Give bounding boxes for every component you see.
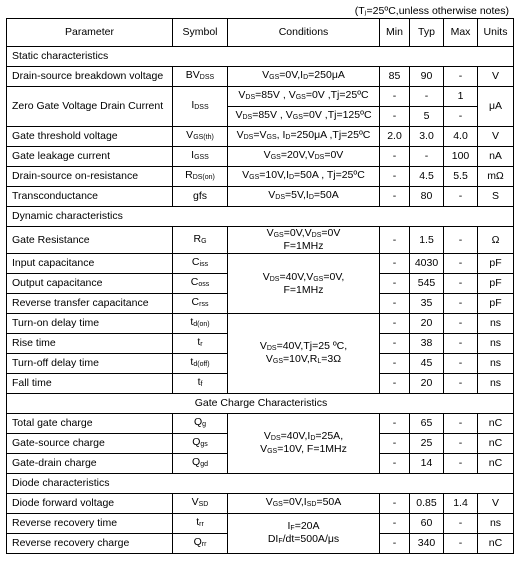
unit-cell: nC (478, 454, 514, 474)
typ-cell: 4030 (410, 254, 444, 274)
max-cell: 5.5 (444, 167, 478, 187)
condition-cell: $V_{DS}=85V$ , $V_{GS}=0V$ ,Tj=125ºC (228, 107, 380, 127)
param-cell: Input capacitance (7, 254, 173, 274)
param-cell: Turn-on delay time (7, 314, 173, 334)
max-cell: - (444, 227, 478, 254)
min-cell: - (380, 374, 410, 394)
param-cell: Reverse recovery charge (7, 534, 173, 554)
symbol-cell: $t_f$ (173, 374, 228, 394)
table-row (7, 414, 514, 434)
header-max: Max (444, 19, 478, 47)
condition-cell (228, 514, 380, 554)
condition-cell: $V_{DS}=V_{GS}$, $I_D=250\mu A$ ,Tj=25ºC (228, 127, 380, 147)
min-cell: - (380, 227, 410, 254)
min-cell: - (380, 314, 410, 334)
param-cell: Drain-source breakdown voltage (7, 67, 173, 87)
unit-cell: ns (478, 354, 514, 374)
condition-cell: $V_{GS}=0V,I_D=250\mu A$ (228, 67, 380, 87)
typ-cell: 90 (410, 67, 444, 87)
section-gate-charge: Gate Charge Characteristics (7, 394, 514, 414)
table-row (7, 147, 514, 167)
min-cell: - (380, 294, 410, 314)
max-cell: - (444, 314, 478, 334)
typ-cell: 5 (410, 107, 444, 127)
param-cell: Gate threshold voltage (7, 127, 173, 147)
max-cell: 4.0 (444, 127, 478, 147)
min-cell: - (380, 514, 410, 534)
typ-cell: 14 (410, 454, 444, 474)
section-static: Static characteristics (7, 47, 514, 67)
min-cell: - (380, 434, 410, 454)
table-row (7, 314, 514, 334)
typ-cell: 38 (410, 334, 444, 354)
min-cell: - (380, 494, 410, 514)
condition-cell (228, 414, 380, 474)
typ-cell: 20 (410, 374, 444, 394)
unit-cell: nC (478, 414, 514, 434)
min-cell: 85 (380, 67, 410, 87)
min-cell: - (380, 274, 410, 294)
typ-cell: 65 (410, 414, 444, 434)
condition-line: $V_{DS}=40V,V_{GS}=0V$, (262, 270, 345, 283)
symbol-cell: $C_{iss}$ (173, 254, 228, 274)
symbol-cell: $t_{d(off)}$ (173, 354, 228, 374)
table-row (7, 87, 514, 107)
unit-cell: S (478, 187, 514, 207)
min-cell: - (380, 334, 410, 354)
header-typ: Typ (410, 19, 444, 47)
condition-line: $V_{GS}=0V,V_{DS}=0V$ (266, 227, 341, 239)
table-row (7, 227, 514, 254)
max-cell: - (444, 454, 478, 474)
header-min: Min (380, 19, 410, 47)
max-cell: 100 (444, 147, 478, 167)
typ-cell: 1.5 (410, 227, 444, 254)
param-cell: Turn-off delay time (7, 354, 173, 374)
typ-cell: 35 (410, 294, 444, 314)
condition-line: $I_F=20A$ (287, 519, 320, 532)
max-cell: - (444, 334, 478, 354)
symbol-cell: $t_r$ (173, 334, 228, 354)
typ-cell: 3.0 (410, 127, 444, 147)
condition-cell: $V_{GS}=10V,I_D=50A$ , Tj=25ºC (228, 167, 380, 187)
table-row (7, 127, 514, 147)
unit-cell: pF (478, 274, 514, 294)
max-cell: - (444, 254, 478, 274)
condition-cell (228, 314, 380, 394)
unit-cell: pF (478, 254, 514, 274)
symbol-cell: $R_{DS(on)}$ (173, 167, 228, 187)
min-cell: - (380, 414, 410, 434)
symbol-cell: $t_{d(on)}$ (173, 314, 228, 334)
symbol-cell: $Q_g$ (173, 414, 228, 434)
max-cell: - (444, 187, 478, 207)
max-cell: - (444, 374, 478, 394)
header-units: Units (478, 19, 514, 47)
table-row (7, 67, 514, 87)
typ-cell: 20 (410, 314, 444, 334)
symbol-cell: $I_{DSS}$ (173, 87, 228, 127)
condition-cell: $V_{GS}=20V,V_{DS}=0V$ (228, 147, 380, 167)
typ-cell: 80 (410, 187, 444, 207)
symbol-cell: $Q_{gd}$ (173, 454, 228, 474)
max-cell: - (444, 434, 478, 454)
min-cell: - (380, 147, 410, 167)
unit-cell: ns (478, 514, 514, 534)
param-cell: Drain-source on-resistance (7, 167, 173, 187)
condition-cell: $V_{DS}=5V,I_D=50A$ (228, 187, 380, 207)
condition-line: F=1MHz (283, 283, 324, 296)
condition-cell (228, 254, 380, 314)
section-row (7, 394, 514, 414)
param-cell: Rise time (7, 334, 173, 354)
typ-cell: 340 (410, 534, 444, 554)
symbol-cell: $Q_{rr}$ (173, 534, 228, 554)
characteristics-table-wrapper (6, 18, 513, 554)
max-cell: - (444, 67, 478, 87)
param-cell: Diode forward voltage (7, 494, 173, 514)
symbol-cell: $V_{GS(th)}$ (173, 127, 228, 147)
condition-cell: $V_{DS}=85V$ , $V_{GS}=0V$ ,Tj=25ºC (228, 87, 380, 107)
table-row (7, 187, 514, 207)
param-cell: Transconductance (7, 187, 173, 207)
min-cell: - (380, 454, 410, 474)
unit-cell: ns (478, 334, 514, 354)
symbol-cell: $I_{GSS}$ (173, 147, 228, 167)
electrical-characteristics-table (6, 18, 514, 554)
symbol-cell: $C_{oss}$ (173, 274, 228, 294)
max-cell: - (444, 107, 478, 127)
min-cell: - (380, 534, 410, 554)
unit-cell: V (478, 494, 514, 514)
unit-cell: V (478, 127, 514, 147)
max-cell: - (444, 514, 478, 534)
header-symbol: Symbol (173, 19, 228, 47)
max-cell: - (444, 274, 478, 294)
symbol-cell: $BV_{DSS}$ (173, 67, 228, 87)
section-row (7, 207, 514, 227)
param-cell: Gate leakage current (7, 147, 173, 167)
typ-cell: 60 (410, 514, 444, 534)
max-cell: 1.4 (444, 494, 478, 514)
param-cell: Fall time (7, 374, 173, 394)
param-cell: Gate-drain charge (7, 454, 173, 474)
table-row (7, 167, 514, 187)
condition-line: $V_{GS}=10V$, F=1MHz (260, 442, 347, 455)
header-conditions: Conditions (228, 19, 380, 47)
param-cell: Gate Resistance (7, 227, 173, 254)
unit-cell: Ω (478, 227, 514, 254)
section-row (7, 47, 514, 67)
conditions-note: (Tⱼ=25ºC,unless otherwise notes) (354, 5, 509, 17)
param-cell: Zero Gate Voltage Drain Current (7, 87, 173, 127)
symbol-cell: $t_{rr}$ (173, 514, 228, 534)
symbol-cell: $R_G$ (173, 227, 228, 254)
typ-cell: - (410, 147, 444, 167)
typ-cell: 45 (410, 354, 444, 374)
section-dynamic: Dynamic characteristics (7, 207, 514, 227)
min-cell: - (380, 254, 410, 274)
unit-cell: nA (478, 147, 514, 167)
condition-line: $DI_F/dt=500A/\mu s$ (267, 532, 340, 545)
max-cell: - (444, 414, 478, 434)
unit-cell: nC (478, 434, 514, 454)
typ-cell: - (410, 87, 444, 107)
table-row (7, 514, 514, 534)
unit-cell: V (478, 67, 514, 87)
param-cell: Output capacitance (7, 274, 173, 294)
unit-cell: pF (478, 294, 514, 314)
min-cell: - (380, 107, 410, 127)
min-cell: - (380, 87, 410, 107)
unit-cell: ns (478, 314, 514, 334)
table-row (7, 494, 514, 514)
max-cell: - (444, 354, 478, 374)
param-cell: Reverse transfer capacitance (7, 294, 173, 314)
condition-cell (228, 227, 380, 254)
typ-cell: 4.5 (410, 167, 444, 187)
unit-cell: mΩ (478, 167, 514, 187)
unit-cell: ns (478, 374, 514, 394)
unit-cell: nC (478, 534, 514, 554)
condition-line: $V_{GS}=10V,R_L=3\Omega$ (265, 352, 342, 365)
symbol-cell: $Q_{gs}$ (173, 434, 228, 454)
symbol-cell: $C_{rss}$ (173, 294, 228, 314)
symbol-cell: gfs (173, 187, 228, 207)
min-cell: - (380, 187, 410, 207)
param-cell: Reverse recovery time (7, 514, 173, 534)
min-cell: - (380, 167, 410, 187)
section-row (7, 474, 514, 494)
min-cell: - (380, 354, 410, 374)
max-cell: - (444, 294, 478, 314)
condition-line: F=1MHz (283, 240, 324, 252)
typ-cell: 545 (410, 274, 444, 294)
section-diode: Diode characteristics (7, 474, 514, 494)
condition-line: $V_{DS}=40V,I_D=25A$, (263, 429, 344, 442)
condition-cell: $V_{GS}=0V,I_{SD}=50A$ (228, 494, 380, 514)
header-parameter: Parameter (7, 19, 173, 47)
typ-cell: 25 (410, 434, 444, 454)
param-cell: Total gate charge (7, 414, 173, 434)
min-cell: 2.0 (380, 127, 410, 147)
param-cell: Gate-source charge (7, 434, 173, 454)
condition-line: $V_{DS}=40V,Tj=25$ ºC, (259, 339, 348, 352)
table-row (7, 254, 514, 274)
header-row (7, 19, 514, 47)
unit-cell: μA (478, 87, 514, 127)
max-cell: - (444, 534, 478, 554)
typ-cell: 0.85 (410, 494, 444, 514)
symbol-cell: $V_{SD}$ (173, 494, 228, 514)
max-cell: 1 (444, 87, 478, 107)
